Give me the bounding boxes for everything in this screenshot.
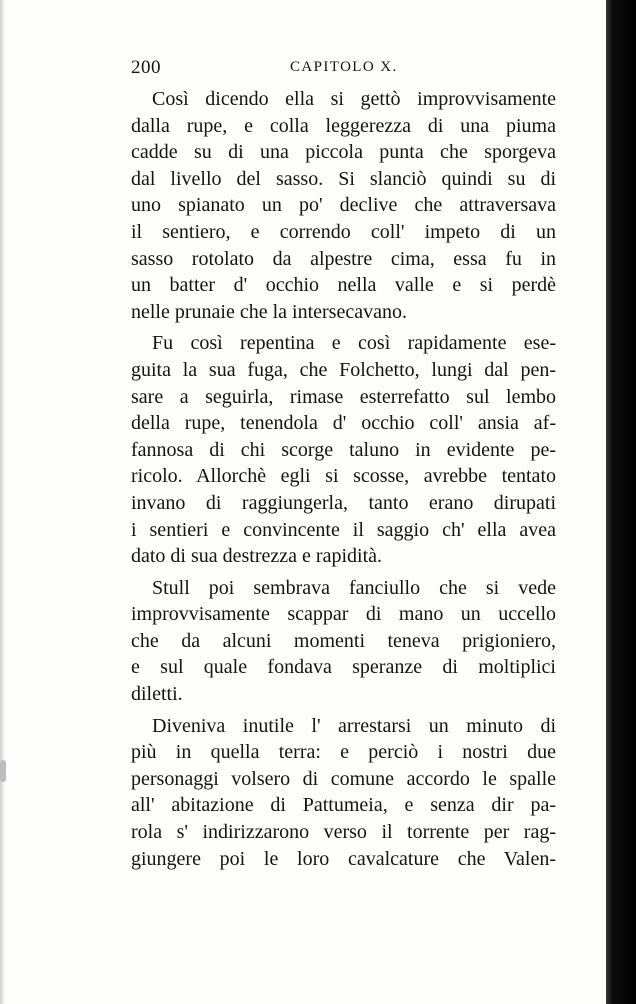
scan-smudge [0,760,6,782]
text-line: rola s' indirizzarono verso il torrente per rag- [131,821,556,844]
text-line: fannosa di chi scorge taluno in evidente pe- [131,438,556,461]
text-line: cadde su di una piccola punta che sporgeva [131,141,556,164]
text-line: personaggi volsero di comune accordo le spalle [131,767,556,790]
paragraph-4 [131,713,556,873]
running-head [131,57,556,85]
text-line: all' abitazione di Pattumeia, e senza dir pa- [131,794,556,817]
text-line: ricolo. Allorchè egli si scosse, avrebbe tentato [131,465,556,488]
text-line: dato di sua destrezza e rapidità. [131,545,382,568]
text-line: sasso rotolato da alpestre cima, essa fu in [131,247,556,270]
text-line: nelle prunaie che la intersecavano. [131,300,407,323]
text-line: uno spianato un po' declive che attraversava [131,194,556,217]
page-left-shadow [0,0,5,1004]
text-line: della rupe, tenendola d' occhio coll' ansia af- [131,412,556,435]
text-line: e sul quale fondava speranze di moltiplici [131,656,556,679]
text-line: sare a seguirla, rimase esterrefatto sul lembo [131,385,556,408]
text-line: invano di raggiungerla, tanto erano dirupati [131,491,556,514]
text-line: Diveniva inutile l' arrestarsi un minuto di [152,714,556,737]
text-line: diletti. [131,683,183,706]
text-line: dal livello del sasso. Si slanciò quindi su di [131,167,556,190]
text-line: Così dicendo ella si gettò improvvisamente [152,88,556,110]
paragraph-3 [131,575,556,708]
text-line: più in quella terra: e perciò i nostri due [131,741,556,764]
body-text [131,86,556,877]
page-right-edge [606,0,636,1004]
text-line: Stull poi sembrava fanciullo che si vede [152,576,556,599]
text-line: giungere poi le loro cavalcature che Valen- [131,847,556,870]
text-line: Fu così repentina e così rapidamente ese- [152,332,556,355]
text-line: i sentieri e convincente il saggio ch' ella avea [131,518,556,541]
page-number: 200 [131,57,161,78]
paragraph-2 [131,330,556,569]
text-line: dalla rupe, e colla leggerezza di una piuma [131,114,556,137]
chapter-title: CAPITOLO X. [290,59,398,75]
paragraph-1 [131,86,556,325]
text-line: il sentiero, e correndo coll' impeto di un [131,220,556,243]
text-line: un batter d' occhio nella valle e si perdè [131,274,556,297]
text-line: guita la sua fuga, che Folchetto, lungi dal pen- [131,358,556,381]
text-line: che da alcuni momenti teneva prigioniero, [131,629,556,652]
text-line: improvvisamente scappar di mano un uccello [131,603,556,626]
